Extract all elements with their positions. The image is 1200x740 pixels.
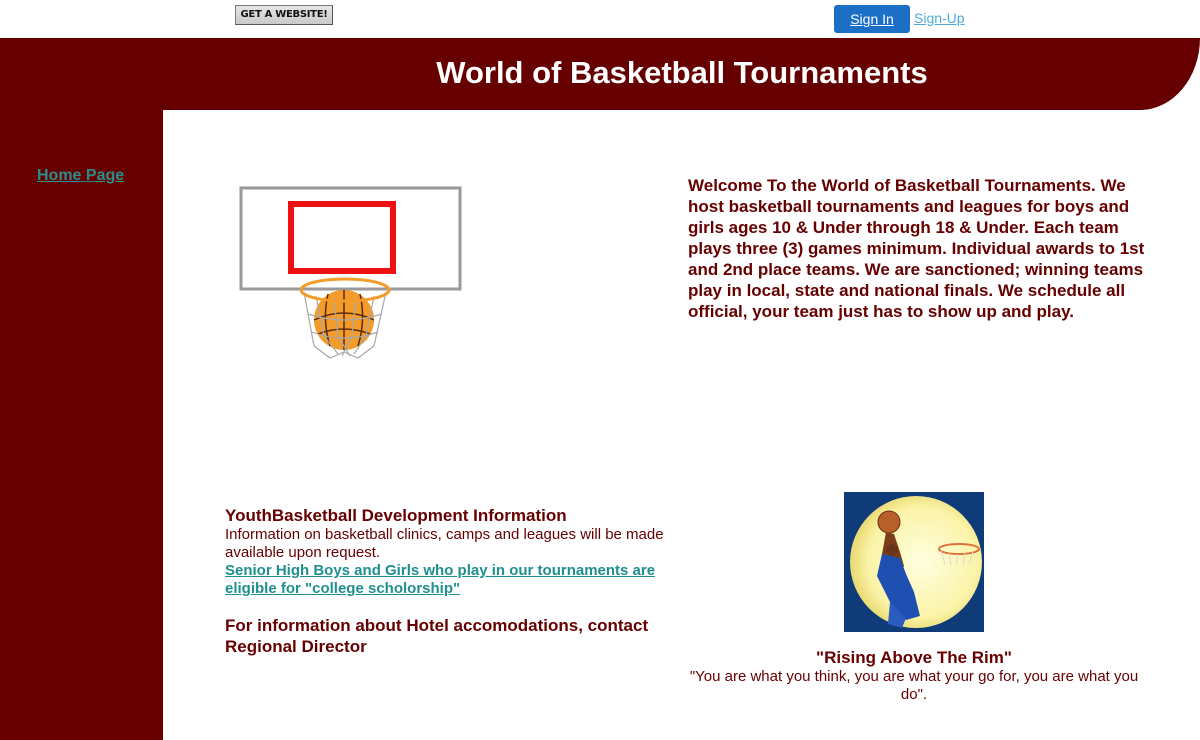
sidebar-item-home-page[interactable]: Home Page (37, 167, 125, 184)
development-text: Information on basketball clinics, camps and leagues will be made available upon request. (225, 526, 664, 561)
get-a-website-button[interactable]: GET A WEBSITE! (235, 5, 333, 25)
sign-in-button[interactable]: Sign In (834, 5, 910, 33)
development-title: YouthBasketball Development Information (225, 506, 567, 525)
quote-text: "You are what you think, you are what your go for, you are what you do". (689, 668, 1139, 703)
top-bar (0, 0, 1200, 38)
quote-title: "Rising Above The Rim" (816, 648, 1012, 667)
sidebar (0, 38, 163, 740)
welcome-text: Welcome To the World of Basketball Tournaments. We host basketball tournaments and leagues for boys and girls ages 10 & Under through 18 & Under. Each team plays three (3) games minimum. Individual awards to 1st and 2nd place teams. We are sanctioned; winning teams play in local, state and national finals. We schedule all official, your team just has to show up and play. (688, 176, 1145, 321)
basketball-player-shooting-icon (844, 492, 984, 632)
basketball-hoop-icon (238, 186, 464, 366)
hotel-info-text: For information about Hotel accomodations, contact Regional Director (225, 616, 649, 656)
development-info (225, 506, 685, 657)
header-banner (0, 38, 1200, 110)
page-title: World of Basketball Tournaments (436, 55, 928, 90)
sign-up-link[interactable]: Sign-Up (914, 10, 965, 26)
scholarship-link[interactable]: Senior High Boys and Girls who play in our tournaments are eligible for "college scholorship" (225, 562, 656, 597)
